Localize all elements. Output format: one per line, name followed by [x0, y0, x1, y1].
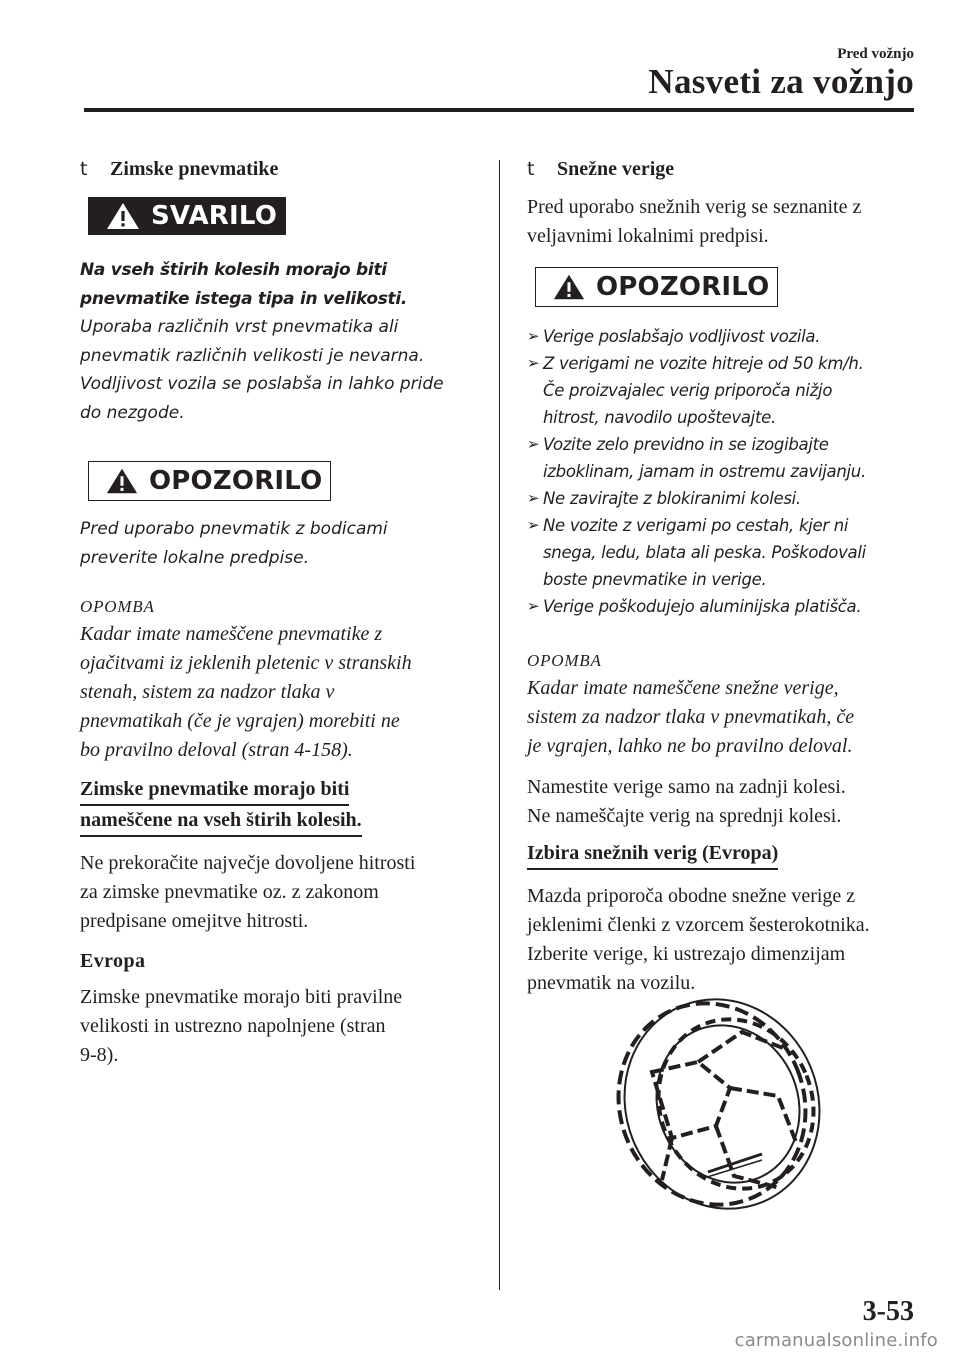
list-item-line: izboklinam, jamam in ostremu zavijanju.	[543, 462, 866, 481]
svarilo-label: SVARILO	[151, 201, 278, 231]
subheading-line: nameščene na vseh štirih kolesih.	[80, 808, 362, 837]
paragraph-line: Izberite verige, ki ustrezajo dimenzijam	[527, 943, 846, 965]
paragraph-speed-limit	[80, 849, 472, 936]
arrow-bullet-icon: ➢	[527, 327, 540, 345]
note-line: Kadar imate nameščene pnevmatike z	[80, 623, 383, 645]
list-item-line: Ne vozite z verigami po cestah, kjer ni	[543, 516, 849, 535]
list-item-line: Verige poškodujejo aluminijska platišča.	[543, 597, 862, 616]
subheading-line: Zimske pnevmatike morajo biti	[80, 777, 349, 806]
section-heading-text: Zimske pnevmatike	[110, 158, 279, 180]
opozorilo-text-line: preverite lokalne predpise.	[80, 547, 310, 568]
opozorilo-label-box	[535, 267, 778, 307]
paragraph-intro	[527, 193, 917, 251]
arrow-bullet-icon: ➢	[527, 597, 540, 615]
arrow-bullet-icon: ➢	[527, 516, 540, 534]
opozorilo-message	[80, 515, 472, 572]
note-line: je vgrajen, lahko ne bo pravilno deloval.	[527, 735, 853, 757]
list-item-line: hitrost, navodilo upoštevajte.	[543, 408, 776, 427]
opozorilo-label: OPOZORILO	[149, 466, 323, 496]
paragraph-line: predpisane omejitve hitrosti.	[80, 910, 309, 932]
warning-triangle-icon	[552, 272, 586, 302]
running-header-title: Nasveti za vožnjo	[648, 62, 914, 101]
note-line: sistem za nadzor tlaka v pnevmatikah, če	[527, 706, 855, 728]
svarilo-text-line: Vodljivost vozila se poslabša in lahko pride	[80, 374, 444, 394]
arrow-bullet-icon: ➢	[527, 489, 540, 507]
list-item-line: boste pnevmatike in verige.	[543, 570, 767, 589]
paragraph-rear-wheels	[527, 773, 917, 831]
svarilo-text-line: Uporaba različnih vrst pnevmatika ali	[80, 317, 399, 337]
paragraph-line: Zimske pnevmatike morajo biti pravilne	[80, 986, 403, 1008]
paragraph-line: Pred uporabo snežnih verig se seznanite z	[527, 196, 862, 218]
note-block	[527, 648, 917, 761]
list-item-line: Če proizvajalec verig priporoča nižjo	[543, 381, 833, 400]
paragraph-line: Ne prekoračite največje dovoljene hitrosti	[80, 852, 416, 874]
section-bullet-icon: t	[527, 158, 535, 180]
list-item-line: Verige poslabšajo vodljivost vozila.	[543, 327, 821, 346]
paragraph-europe	[80, 983, 472, 1070]
svarilo-label-box	[88, 197, 286, 235]
list-item	[527, 431, 917, 485]
warning-triangle-icon	[105, 201, 141, 231]
list-item-line: Ne zavirajte z blokiranimi kolesi.	[543, 489, 801, 508]
paragraph-line: Mazda priporoča obodne snežne verige z	[527, 885, 856, 907]
note-line: ojačitvami iz jeklenih pletenic v stranskih	[80, 652, 412, 674]
opozorilo-text-line: Pred uporabo pnevmatik z bodicami	[80, 519, 388, 539]
section-heading-text: Snežne verige	[557, 158, 675, 180]
list-item-line: Z verigami ne vozite hitreje od 50 km/h.	[543, 354, 864, 373]
note-line: stenah, sistem za nadzor tlaka v	[80, 681, 335, 703]
column-divider	[499, 160, 500, 1290]
left-column	[80, 158, 472, 1070]
note-line: Kadar imate nameščene snežne verige,	[527, 677, 839, 699]
section-heading-winter-tires	[80, 158, 472, 181]
running-header-section: Pred vožnjo	[837, 46, 914, 62]
paragraph-line: za zimske pnevmatike oz. z zakonom	[80, 881, 379, 903]
snow-chain-illustration	[612, 992, 832, 1212]
list-item-line: Vozite zelo previdno in se izogibajte	[543, 435, 829, 454]
subheading-chain-selection	[527, 841, 917, 870]
chain-warnings-list	[527, 323, 917, 620]
arrow-bullet-icon: ➢	[527, 354, 540, 372]
paragraph-chain-selection	[527, 882, 917, 998]
page-number: 3-53	[862, 1296, 914, 1327]
arrow-bullet-icon: ➢	[527, 435, 540, 453]
paragraph-line: velikosti in ustrezno napolnjene (stran	[80, 1015, 386, 1037]
subheading-line: Izbira snežnih verig (Evropa)	[527, 841, 778, 870]
note-title: OPOMBA	[527, 651, 602, 670]
note-block	[80, 594, 472, 765]
watermark-text: carmanualsonline.info	[734, 1330, 938, 1351]
svarilo-bold-line: Na vseh štirih kolesih morajo biti	[80, 260, 387, 280]
europe-heading: Evropa	[80, 950, 146, 972]
note-line: bo pravilno deloval (stran 4-158).	[80, 739, 353, 761]
list-item	[527, 323, 917, 350]
opozorilo-label-box	[88, 461, 331, 501]
svarilo-text-line: do nezgode.	[80, 402, 185, 423]
section-heading-snow-chains	[527, 158, 917, 181]
paragraph-line: Ne nameščajte verig na sprednji kolesi.	[527, 805, 842, 827]
list-item	[527, 512, 917, 593]
warning-triangle-icon	[105, 466, 139, 496]
paragraph-line: 9-8).	[80, 1044, 119, 1066]
opozorilo-label: OPOZORILO	[596, 272, 770, 302]
note-title: OPOMBA	[80, 597, 155, 616]
right-column	[527, 158, 917, 998]
paragraph-line: pnevmatik na vozilu.	[527, 972, 696, 994]
paragraph-line: veljavnimi lokalnimi predpisi.	[527, 225, 769, 247]
list-item	[527, 593, 917, 620]
svarilo-text-line: pnevmatik različnih velikosti je nevarna.	[80, 345, 425, 366]
section-bullet-icon: t	[80, 158, 88, 180]
list-item-line: snega, ledu, blata ali peska. Poškodovali	[543, 543, 866, 562]
svarilo-bold-line: pnevmatike istega tipa in velikosti.	[80, 288, 408, 309]
svarilo-message	[80, 256, 472, 427]
paragraph-line: jeklenimi členki z vzorcem šesterokotnika.	[527, 914, 870, 936]
list-item	[527, 350, 917, 431]
note-line: pnevmatikah (če je vgrajen) morebiti ne	[80, 710, 400, 732]
header-rule	[84, 108, 914, 112]
paragraph-line: Namestite verige samo na zadnji kolesi.	[527, 776, 846, 798]
subheading-winter-all-wheels	[80, 777, 472, 837]
list-item	[527, 485, 917, 512]
